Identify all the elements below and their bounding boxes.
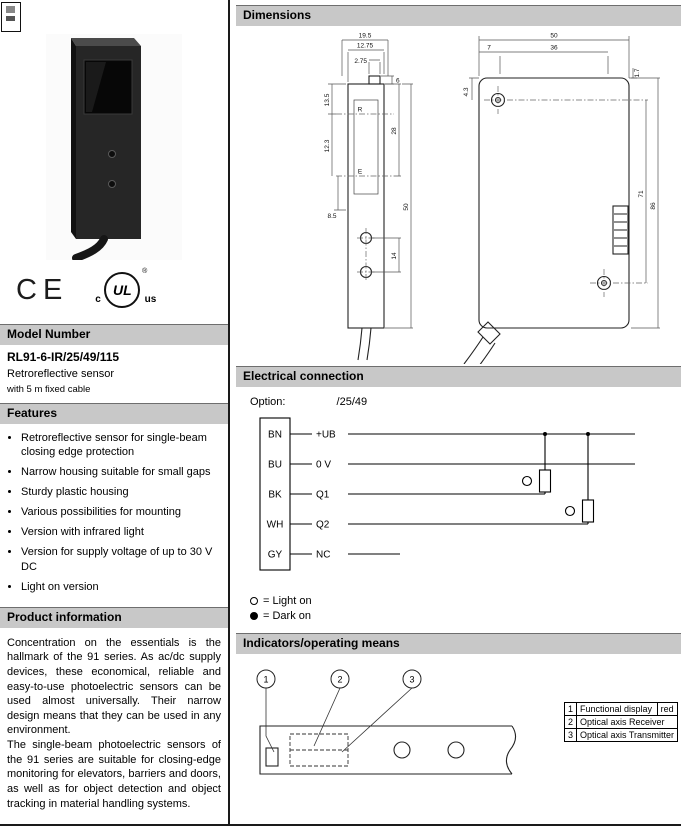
- switching-legend: [250, 595, 681, 622]
- dimensions-drawing: [236, 26, 681, 366]
- wire-signal-label: Q2: [316, 519, 330, 531]
- feature-item: • Narrow housing suitable for small gaps: [21, 465, 222, 479]
- dim-label: 8.5: [327, 213, 337, 220]
- wire-signal-label: 0 V: [316, 459, 332, 471]
- model-description: Retroreflective sensor: [7, 368, 114, 380]
- option-row: [250, 396, 681, 408]
- wire-signal-label: Q1: [316, 489, 330, 501]
- model-note: with 5 m fixed cable: [7, 384, 91, 395]
- info-paragraph: Concentration on the essentials is the hallmark of the 91 series. As ac/dc supply devices, these economical, reliable and easy-to-use photoelectric sensors can be used almost universally. Their narrow design means that they can be used in any environment.: [7, 636, 221, 737]
- wire-signal-label: +UB: [316, 429, 336, 441]
- model-block: [0, 345, 228, 403]
- legend-light-text: = Light on: [263, 595, 312, 607]
- legend-dark-text: = Dark on: [263, 610, 311, 622]
- dimensions-svg: [236, 26, 681, 364]
- callout-number: 2: [337, 674, 343, 685]
- ul-registered-symbol: ®: [142, 268, 148, 275]
- pictogram-shape: [6, 16, 15, 21]
- axis-label-emitter: E: [357, 168, 363, 176]
- outline-group: [348, 76, 629, 364]
- ul-mark: [95, 268, 157, 308]
- info-paragraph: The single-beam photoelectric sensors of the 91 series are suitable for closing-edge monitoring for elevators, barriers and doors, as well as for object detection and object tracking in material handling systems.: [7, 739, 221, 810]
- legend-light-on: [250, 595, 681, 607]
- wire-color-code: WH: [266, 519, 284, 531]
- dim-label: 86: [650, 202, 657, 210]
- dim-label: 2.75: [354, 58, 367, 65]
- indicator-number: 3: [564, 729, 576, 742]
- indicators-section: [236, 654, 681, 833]
- pictogram-shape: [6, 6, 15, 13]
- feature-item: • Version with infrared light: [21, 525, 222, 539]
- left-column: [0, 0, 228, 826]
- features-header: Features: [0, 403, 228, 424]
- table-row: [564, 716, 677, 729]
- indicator-number: 2: [564, 716, 576, 729]
- feature-item: • Version for supply voltage of up to 30 V DC: [21, 545, 222, 573]
- callout-number: 1: [263, 674, 269, 685]
- callout-group: [257, 670, 421, 688]
- indicator-label: Optical axis Transmitter: [576, 729, 677, 742]
- dim-label: 12.3: [324, 139, 331, 153]
- ul-c-label: c: [95, 294, 101, 305]
- sensor-pictogram-icon: [1, 2, 21, 32]
- dim-label: 50: [550, 32, 558, 40]
- indicator-extra: red: [657, 703, 677, 716]
- callout-number: 3: [409, 674, 415, 685]
- optical-axis-group: [290, 734, 348, 766]
- dim-label: 1.7: [634, 68, 641, 78]
- wire-color-code: BK: [268, 489, 282, 501]
- table-row: [564, 703, 677, 716]
- right-column: [236, 0, 681, 833]
- feature-item: • Retroreflective sensor for single-beam closing edge protection: [21, 431, 222, 459]
- feature-item: • Various possibilities for mounting: [21, 505, 222, 519]
- dim-label: 4.3: [463, 87, 470, 97]
- dim-label: 7: [487, 44, 491, 52]
- electrical-connection-header: Electrical connection: [236, 366, 681, 387]
- dimension-labels-group: [324, 33, 657, 260]
- centerlines-group: [336, 86, 648, 297]
- feature-item: • Light on version: [21, 580, 222, 594]
- ce-mark: CE: [16, 273, 69, 306]
- electrical-connection-section: [236, 387, 681, 633]
- wire-color-code: BU: [268, 459, 282, 471]
- wire-signal-label: NC: [316, 549, 331, 561]
- dimensions-header: Dimensions: [236, 5, 681, 26]
- model-number: RL91-6-IR/25/49/115: [7, 350, 120, 364]
- sensor-photo-drawing: [46, 34, 182, 260]
- leader-lines-group: [266, 688, 412, 752]
- light-on-symbol-icon: [250, 597, 258, 605]
- certification-logos: [16, 266, 228, 314]
- ul-logo-circle: UL: [104, 272, 140, 308]
- product-information-text: [0, 628, 228, 812]
- ul-us-label: us: [144, 294, 157, 305]
- column-divider: [228, 0, 230, 826]
- table-row: [564, 729, 677, 742]
- dim-label: 6: [396, 77, 400, 85]
- indicators-drawing-svg: [250, 666, 555, 796]
- dim-label: 19.5: [358, 32, 372, 40]
- option-value: /25/49: [336, 396, 368, 408]
- dim-label: 14: [391, 252, 398, 260]
- dim-label: 36: [550, 44, 558, 52]
- indicators-legend-table: [564, 702, 678, 742]
- wire-color-code: BN: [268, 429, 282, 441]
- axis-label-receiver: R: [357, 106, 363, 114]
- dim-label: 50: [403, 203, 410, 211]
- model-number-header: Model Number: [0, 324, 228, 345]
- dim-label: 12.75: [356, 42, 374, 50]
- feature-item: • Sturdy plastic housing: [21, 485, 222, 499]
- indicator-number: 1: [564, 703, 576, 716]
- dim-label: 28: [391, 127, 398, 135]
- wire-labels-group: [267, 430, 336, 561]
- indicators-header: Indicators/operating means: [236, 633, 681, 654]
- features-list: [0, 431, 228, 607]
- indicator-label: Functional display: [576, 703, 657, 716]
- dim-label: 13.5: [324, 93, 331, 107]
- option-label: Option:: [250, 396, 286, 408]
- dim-label: 71: [638, 190, 645, 198]
- product-photo: [46, 34, 182, 260]
- bottom-rule: [0, 824, 681, 826]
- wire-color-code: GY: [267, 549, 283, 561]
- product-information-header: Product information: [0, 607, 228, 628]
- wiring-diagram-svg: [250, 412, 670, 584]
- indicator-label: Optical axis Receiver: [576, 716, 677, 729]
- dark-on-symbol-icon: [250, 612, 258, 620]
- legend-dark-on: [250, 610, 681, 622]
